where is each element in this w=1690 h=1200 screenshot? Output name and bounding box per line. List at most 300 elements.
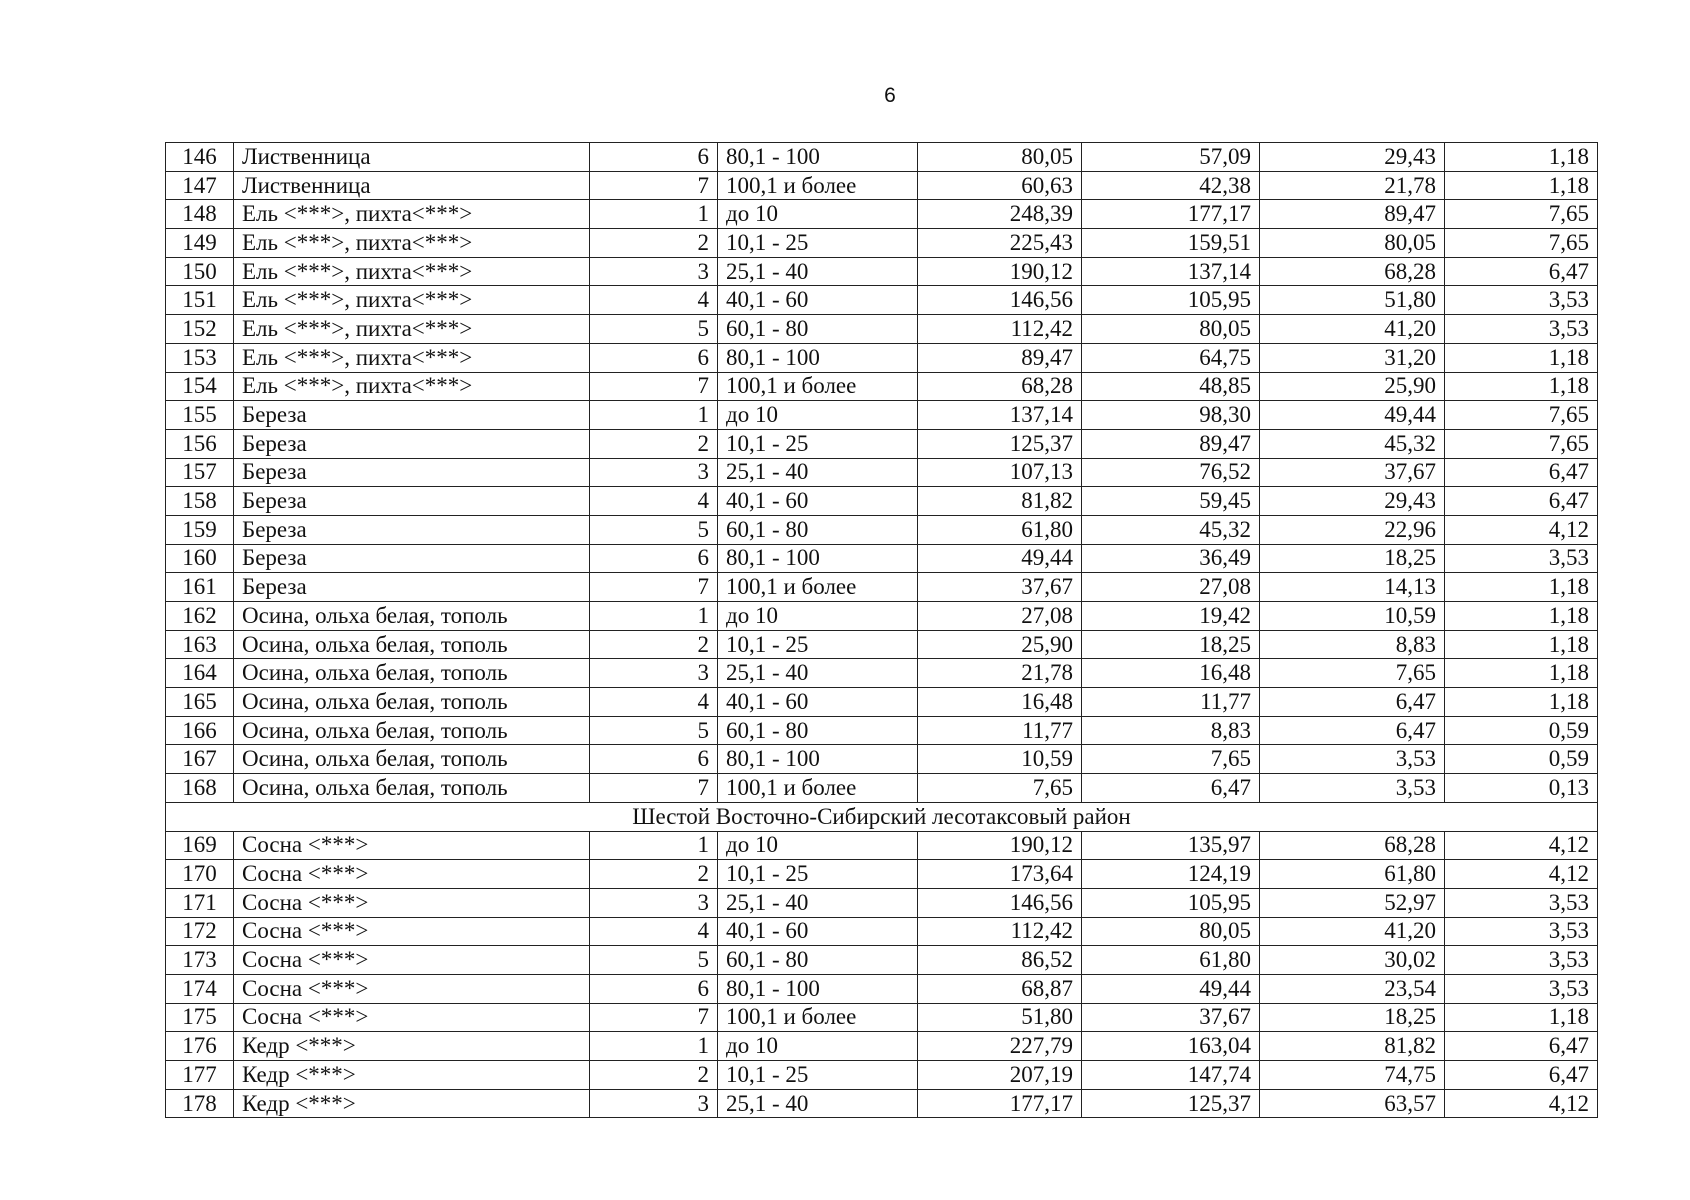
rate-large: 225,43	[918, 229, 1082, 258]
rate-large: 207,19	[918, 1061, 1082, 1090]
table-row	[166, 372, 1598, 401]
rate-firewood: 1,18	[1445, 343, 1598, 372]
species-name: Сосна <***>	[234, 974, 590, 1003]
table-row	[166, 888, 1598, 917]
size-class: 5	[590, 315, 718, 344]
rate-firewood: 3,53	[1445, 946, 1598, 975]
row-number: 149	[166, 229, 234, 258]
size-class: 3	[590, 1089, 718, 1118]
rate-medium: 7,65	[1082, 745, 1260, 774]
diameter-range: 80,1 - 100	[718, 544, 918, 573]
rate-medium: 124,19	[1082, 860, 1260, 889]
row-number: 173	[166, 946, 234, 975]
table-row	[166, 1089, 1598, 1118]
rate-medium: 163,04	[1082, 1032, 1260, 1061]
rate-large: 21,78	[918, 659, 1082, 688]
row-number: 158	[166, 487, 234, 516]
rate-small: 45,32	[1260, 429, 1445, 458]
table-row	[166, 1061, 1598, 1090]
table-row	[166, 343, 1598, 372]
species-name: Береза	[234, 429, 590, 458]
table-row	[166, 974, 1598, 1003]
diameter-range: 60,1 - 80	[718, 315, 918, 344]
rate-firewood: 1,18	[1445, 630, 1598, 659]
rate-medium: 16,48	[1082, 659, 1260, 688]
table-row	[166, 716, 1598, 745]
row-number: 162	[166, 602, 234, 631]
rate-firewood: 1,18	[1445, 1003, 1598, 1032]
row-number: 171	[166, 888, 234, 917]
rate-small: 18,25	[1260, 544, 1445, 573]
rate-medium: 98,30	[1082, 401, 1260, 430]
diameter-range: 10,1 - 25	[718, 1061, 918, 1090]
rate-medium: 76,52	[1082, 458, 1260, 487]
rate-small: 18,25	[1260, 1003, 1445, 1032]
rate-medium: 159,51	[1082, 229, 1260, 258]
row-number: 159	[166, 515, 234, 544]
rate-firewood: 6,47	[1445, 458, 1598, 487]
rate-medium: 105,95	[1082, 286, 1260, 315]
rate-medium: 105,95	[1082, 888, 1260, 917]
size-class: 2	[590, 229, 718, 258]
size-class: 2	[590, 429, 718, 458]
size-class: 2	[590, 630, 718, 659]
rate-medium: 57,09	[1082, 143, 1260, 172]
size-class: 2	[590, 1061, 718, 1090]
section-header-row	[166, 802, 1598, 831]
rate-firewood: 1,18	[1445, 372, 1598, 401]
diameter-range: 80,1 - 100	[718, 745, 918, 774]
row-number: 154	[166, 372, 234, 401]
rate-large: 61,80	[918, 515, 1082, 544]
species-name: Береза	[234, 401, 590, 430]
rate-small: 51,80	[1260, 286, 1445, 315]
species-name: Сосна <***>	[234, 946, 590, 975]
rate-large: 86,52	[918, 946, 1082, 975]
rate-firewood: 0,13	[1445, 774, 1598, 803]
diameter-range: 80,1 - 100	[718, 974, 918, 1003]
species-name: Осина, ольха белая, тополь	[234, 716, 590, 745]
rate-firewood: 6,47	[1445, 1061, 1598, 1090]
table-row	[166, 229, 1598, 258]
size-class: 5	[590, 946, 718, 975]
diameter-range: 10,1 - 25	[718, 429, 918, 458]
rate-large: 89,47	[918, 343, 1082, 372]
diameter-range: 100,1 и более	[718, 372, 918, 401]
rate-large: 68,87	[918, 974, 1082, 1003]
rate-large: 27,08	[918, 602, 1082, 631]
rate-large: 81,82	[918, 487, 1082, 516]
diameter-range: до 10	[718, 401, 918, 430]
rate-firewood: 3,53	[1445, 286, 1598, 315]
rate-small: 37,67	[1260, 458, 1445, 487]
species-name: Лиственница	[234, 171, 590, 200]
size-class: 7	[590, 171, 718, 200]
row-number: 163	[166, 630, 234, 659]
table-row	[166, 143, 1598, 172]
diameter-range: до 10	[718, 602, 918, 631]
diameter-range: 40,1 - 60	[718, 688, 918, 717]
rate-small: 6,47	[1260, 716, 1445, 745]
species-name: Ель <***>, пихта<***>	[234, 286, 590, 315]
rate-medium: 6,47	[1082, 774, 1260, 803]
diameter-range: 25,1 - 40	[718, 888, 918, 917]
row-number: 166	[166, 716, 234, 745]
species-name: Ель <***>, пихта<***>	[234, 372, 590, 401]
rate-medium: 80,05	[1082, 917, 1260, 946]
rate-small: 3,53	[1260, 774, 1445, 803]
table-row	[166, 831, 1598, 860]
row-number: 148	[166, 200, 234, 229]
table-row	[166, 745, 1598, 774]
table-row	[166, 602, 1598, 631]
rate-large: 51,80	[918, 1003, 1082, 1032]
size-class: 4	[590, 487, 718, 516]
diameter-range: 40,1 - 60	[718, 487, 918, 516]
rate-firewood: 4,12	[1445, 831, 1598, 860]
rates-table	[165, 142, 1598, 1118]
table-row	[166, 458, 1598, 487]
diameter-range: 25,1 - 40	[718, 257, 918, 286]
rate-small: 29,43	[1260, 487, 1445, 516]
rate-medium: 48,85	[1082, 372, 1260, 401]
row-number: 164	[166, 659, 234, 688]
rate-firewood: 7,65	[1445, 429, 1598, 458]
diameter-range: до 10	[718, 1032, 918, 1061]
rate-small: 81,82	[1260, 1032, 1445, 1061]
size-class: 7	[590, 573, 718, 602]
diameter-range: 25,1 - 40	[718, 458, 918, 487]
rate-firewood: 7,65	[1445, 200, 1598, 229]
row-number: 147	[166, 171, 234, 200]
row-number: 167	[166, 745, 234, 774]
rate-medium: 19,42	[1082, 602, 1260, 631]
rate-firewood: 0,59	[1445, 716, 1598, 745]
size-class: 1	[590, 200, 718, 229]
species-name: Кедр <***>	[234, 1061, 590, 1090]
rate-medium: 11,77	[1082, 688, 1260, 717]
size-class: 1	[590, 831, 718, 860]
rate-medium: 18,25	[1082, 630, 1260, 659]
rate-medium: 59,45	[1082, 487, 1260, 516]
row-number: 172	[166, 917, 234, 946]
size-class: 1	[590, 1032, 718, 1061]
size-class: 6	[590, 544, 718, 573]
rate-medium: 177,17	[1082, 200, 1260, 229]
rate-medium: 147,74	[1082, 1061, 1260, 1090]
rate-small: 23,54	[1260, 974, 1445, 1003]
diameter-range: до 10	[718, 831, 918, 860]
species-name: Сосна <***>	[234, 831, 590, 860]
row-number: 152	[166, 315, 234, 344]
rate-small: 6,47	[1260, 688, 1445, 717]
table-row	[166, 573, 1598, 602]
row-number: 175	[166, 1003, 234, 1032]
rate-firewood: 1,18	[1445, 573, 1598, 602]
size-class: 7	[590, 372, 718, 401]
row-number: 168	[166, 774, 234, 803]
size-class: 1	[590, 602, 718, 631]
rate-firewood: 3,53	[1445, 974, 1598, 1003]
rate-firewood: 3,53	[1445, 917, 1598, 946]
table-row	[166, 257, 1598, 286]
row-number: 178	[166, 1089, 234, 1118]
row-number: 156	[166, 429, 234, 458]
size-class: 3	[590, 458, 718, 487]
size-class: 7	[590, 1003, 718, 1032]
species-name: Осина, ольха белая, тополь	[234, 688, 590, 717]
species-name: Береза	[234, 573, 590, 602]
rate-medium: 64,75	[1082, 343, 1260, 372]
rate-firewood: 6,47	[1445, 257, 1598, 286]
rate-firewood: 6,47	[1445, 1032, 1598, 1061]
rate-small: 21,78	[1260, 171, 1445, 200]
size-class: 4	[590, 688, 718, 717]
row-number: 146	[166, 143, 234, 172]
rate-medium: 8,83	[1082, 716, 1260, 745]
rate-firewood: 7,65	[1445, 229, 1598, 258]
rate-medium: 137,14	[1082, 257, 1260, 286]
section-title: Шестой Восточно-Сибирский лесотаксовый район	[166, 802, 1598, 831]
row-number: 177	[166, 1061, 234, 1090]
table-row	[166, 1003, 1598, 1032]
rate-medium: 135,97	[1082, 831, 1260, 860]
rate-large: 248,39	[918, 200, 1082, 229]
rate-firewood: 3,53	[1445, 315, 1598, 344]
table-row	[166, 1032, 1598, 1061]
rate-small: 41,20	[1260, 315, 1445, 344]
diameter-range: 80,1 - 100	[718, 143, 918, 172]
rate-small: 30,02	[1260, 946, 1445, 975]
rate-large: 60,63	[918, 171, 1082, 200]
table-row	[166, 171, 1598, 200]
size-class: 6	[590, 745, 718, 774]
species-name: Осина, ольха белая, тополь	[234, 659, 590, 688]
rate-large: 112,42	[918, 917, 1082, 946]
rate-small: 61,80	[1260, 860, 1445, 889]
table-row	[166, 515, 1598, 544]
rate-firewood: 4,12	[1445, 515, 1598, 544]
rate-large: 137,14	[918, 401, 1082, 430]
rate-large: 112,42	[918, 315, 1082, 344]
row-number: 165	[166, 688, 234, 717]
table-row	[166, 630, 1598, 659]
species-name: Осина, ольха белая, тополь	[234, 745, 590, 774]
species-name: Сосна <***>	[234, 1003, 590, 1032]
diameter-range: 100,1 и более	[718, 774, 918, 803]
rate-small: 68,28	[1260, 257, 1445, 286]
rate-small: 3,53	[1260, 745, 1445, 774]
row-number: 170	[166, 860, 234, 889]
size-class: 6	[590, 143, 718, 172]
table-row	[166, 544, 1598, 573]
rate-small: 8,83	[1260, 630, 1445, 659]
row-number: 153	[166, 343, 234, 372]
size-class: 6	[590, 343, 718, 372]
rate-firewood: 0,59	[1445, 745, 1598, 774]
rate-medium: 36,49	[1082, 544, 1260, 573]
table-row	[166, 946, 1598, 975]
row-number: 161	[166, 573, 234, 602]
rate-firewood: 1,18	[1445, 602, 1598, 631]
diameter-range: 60,1 - 80	[718, 716, 918, 745]
species-name: Ель <***>, пихта<***>	[234, 343, 590, 372]
size-class: 1	[590, 401, 718, 430]
rate-small: 41,20	[1260, 917, 1445, 946]
rate-large: 16,48	[918, 688, 1082, 717]
rate-large: 80,05	[918, 143, 1082, 172]
size-class: 5	[590, 716, 718, 745]
row-number: 169	[166, 831, 234, 860]
rate-medium: 80,05	[1082, 315, 1260, 344]
rate-small: 63,57	[1260, 1089, 1445, 1118]
rate-large: 125,37	[918, 429, 1082, 458]
rate-firewood: 7,65	[1445, 401, 1598, 430]
diameter-range: 80,1 - 100	[718, 343, 918, 372]
rate-large: 7,65	[918, 774, 1082, 803]
species-name: Ель <***>, пихта<***>	[234, 200, 590, 229]
rate-large: 37,67	[918, 573, 1082, 602]
size-class: 7	[590, 774, 718, 803]
species-name: Береза	[234, 487, 590, 516]
rate-medium: 89,47	[1082, 429, 1260, 458]
species-name: Осина, ольха белая, тополь	[234, 630, 590, 659]
size-class: 4	[590, 917, 718, 946]
rate-large: 190,12	[918, 831, 1082, 860]
rate-large: 177,17	[918, 1089, 1082, 1118]
diameter-range: 40,1 - 60	[718, 917, 918, 946]
rate-firewood: 1,18	[1445, 659, 1598, 688]
diameter-range: 10,1 - 25	[718, 630, 918, 659]
row-number: 155	[166, 401, 234, 430]
rate-small: 14,13	[1260, 573, 1445, 602]
rate-large: 49,44	[918, 544, 1082, 573]
rate-small: 49,44	[1260, 401, 1445, 430]
species-name: Кедр <***>	[234, 1032, 590, 1061]
rate-small: 31,20	[1260, 343, 1445, 372]
rate-small: 74,75	[1260, 1061, 1445, 1090]
rate-large: 25,90	[918, 630, 1082, 659]
rate-small: 80,05	[1260, 229, 1445, 258]
diameter-range: 40,1 - 60	[718, 286, 918, 315]
table-row	[166, 688, 1598, 717]
page-number: 6	[884, 84, 896, 107]
diameter-range: 100,1 и более	[718, 171, 918, 200]
rate-firewood: 3,53	[1445, 544, 1598, 573]
size-class: 3	[590, 659, 718, 688]
rate-large: 190,12	[918, 257, 1082, 286]
rate-firewood: 3,53	[1445, 888, 1598, 917]
rate-medium: 49,44	[1082, 974, 1260, 1003]
rate-medium: 61,80	[1082, 946, 1260, 975]
row-number: 157	[166, 458, 234, 487]
species-name: Ель <***>, пихта<***>	[234, 229, 590, 258]
rate-medium: 27,08	[1082, 573, 1260, 602]
table-row	[166, 401, 1598, 430]
species-name: Кедр <***>	[234, 1089, 590, 1118]
species-name: Ель <***>, пихта<***>	[234, 315, 590, 344]
table-row	[166, 917, 1598, 946]
species-name: Береза	[234, 544, 590, 573]
table-row	[166, 200, 1598, 229]
species-name: Лиственница	[234, 143, 590, 172]
rate-large: 11,77	[918, 716, 1082, 745]
diameter-range: до 10	[718, 200, 918, 229]
table-row	[166, 286, 1598, 315]
diameter-range: 10,1 - 25	[718, 229, 918, 258]
diameter-range: 100,1 и более	[718, 573, 918, 602]
species-name: Ель <***>, пихта<***>	[234, 257, 590, 286]
table-row	[166, 774, 1598, 803]
row-number: 174	[166, 974, 234, 1003]
rate-medium: 45,32	[1082, 515, 1260, 544]
size-class: 2	[590, 860, 718, 889]
diameter-range: 100,1 и более	[718, 1003, 918, 1032]
species-name: Осина, ольха белая, тополь	[234, 602, 590, 631]
rate-small: 89,47	[1260, 200, 1445, 229]
table-row	[166, 659, 1598, 688]
size-class: 5	[590, 515, 718, 544]
rate-firewood: 1,18	[1445, 143, 1598, 172]
row-number: 160	[166, 544, 234, 573]
row-number: 151	[166, 286, 234, 315]
size-class: 6	[590, 974, 718, 1003]
diameter-range: 60,1 - 80	[718, 515, 918, 544]
rate-firewood: 4,12	[1445, 1089, 1598, 1118]
rate-large: 10,59	[918, 745, 1082, 774]
size-class: 4	[590, 286, 718, 315]
species-name: Сосна <***>	[234, 917, 590, 946]
rate-small: 52,97	[1260, 888, 1445, 917]
rate-medium: 125,37	[1082, 1089, 1260, 1118]
rate-firewood: 1,18	[1445, 688, 1598, 717]
diameter-range: 25,1 - 40	[718, 1089, 918, 1118]
species-name: Осина, ольха белая, тополь	[234, 774, 590, 803]
rate-small: 29,43	[1260, 143, 1445, 172]
species-name: Береза	[234, 458, 590, 487]
rate-small: 25,90	[1260, 372, 1445, 401]
rate-medium: 37,67	[1082, 1003, 1260, 1032]
rate-large: 227,79	[918, 1032, 1082, 1061]
rate-small: 22,96	[1260, 515, 1445, 544]
size-class: 3	[590, 257, 718, 286]
rate-large: 68,28	[918, 372, 1082, 401]
table-row	[166, 487, 1598, 516]
species-name: Береза	[234, 515, 590, 544]
rate-medium: 42,38	[1082, 171, 1260, 200]
diameter-range: 25,1 - 40	[718, 659, 918, 688]
diameter-range: 60,1 - 80	[718, 946, 918, 975]
rate-large: 107,13	[918, 458, 1082, 487]
table-row	[166, 860, 1598, 889]
rate-firewood: 1,18	[1445, 171, 1598, 200]
size-class: 3	[590, 888, 718, 917]
row-number: 176	[166, 1032, 234, 1061]
rate-small: 10,59	[1260, 602, 1445, 631]
table-row	[166, 315, 1598, 344]
rate-small: 68,28	[1260, 831, 1445, 860]
row-number: 150	[166, 257, 234, 286]
rate-large: 146,56	[918, 888, 1082, 917]
diameter-range: 10,1 - 25	[718, 860, 918, 889]
table-row	[166, 429, 1598, 458]
rate-firewood: 6,47	[1445, 487, 1598, 516]
species-name: Сосна <***>	[234, 860, 590, 889]
rate-firewood: 4,12	[1445, 860, 1598, 889]
rate-large: 146,56	[918, 286, 1082, 315]
rate-small: 7,65	[1260, 659, 1445, 688]
species-name: Сосна <***>	[234, 888, 590, 917]
